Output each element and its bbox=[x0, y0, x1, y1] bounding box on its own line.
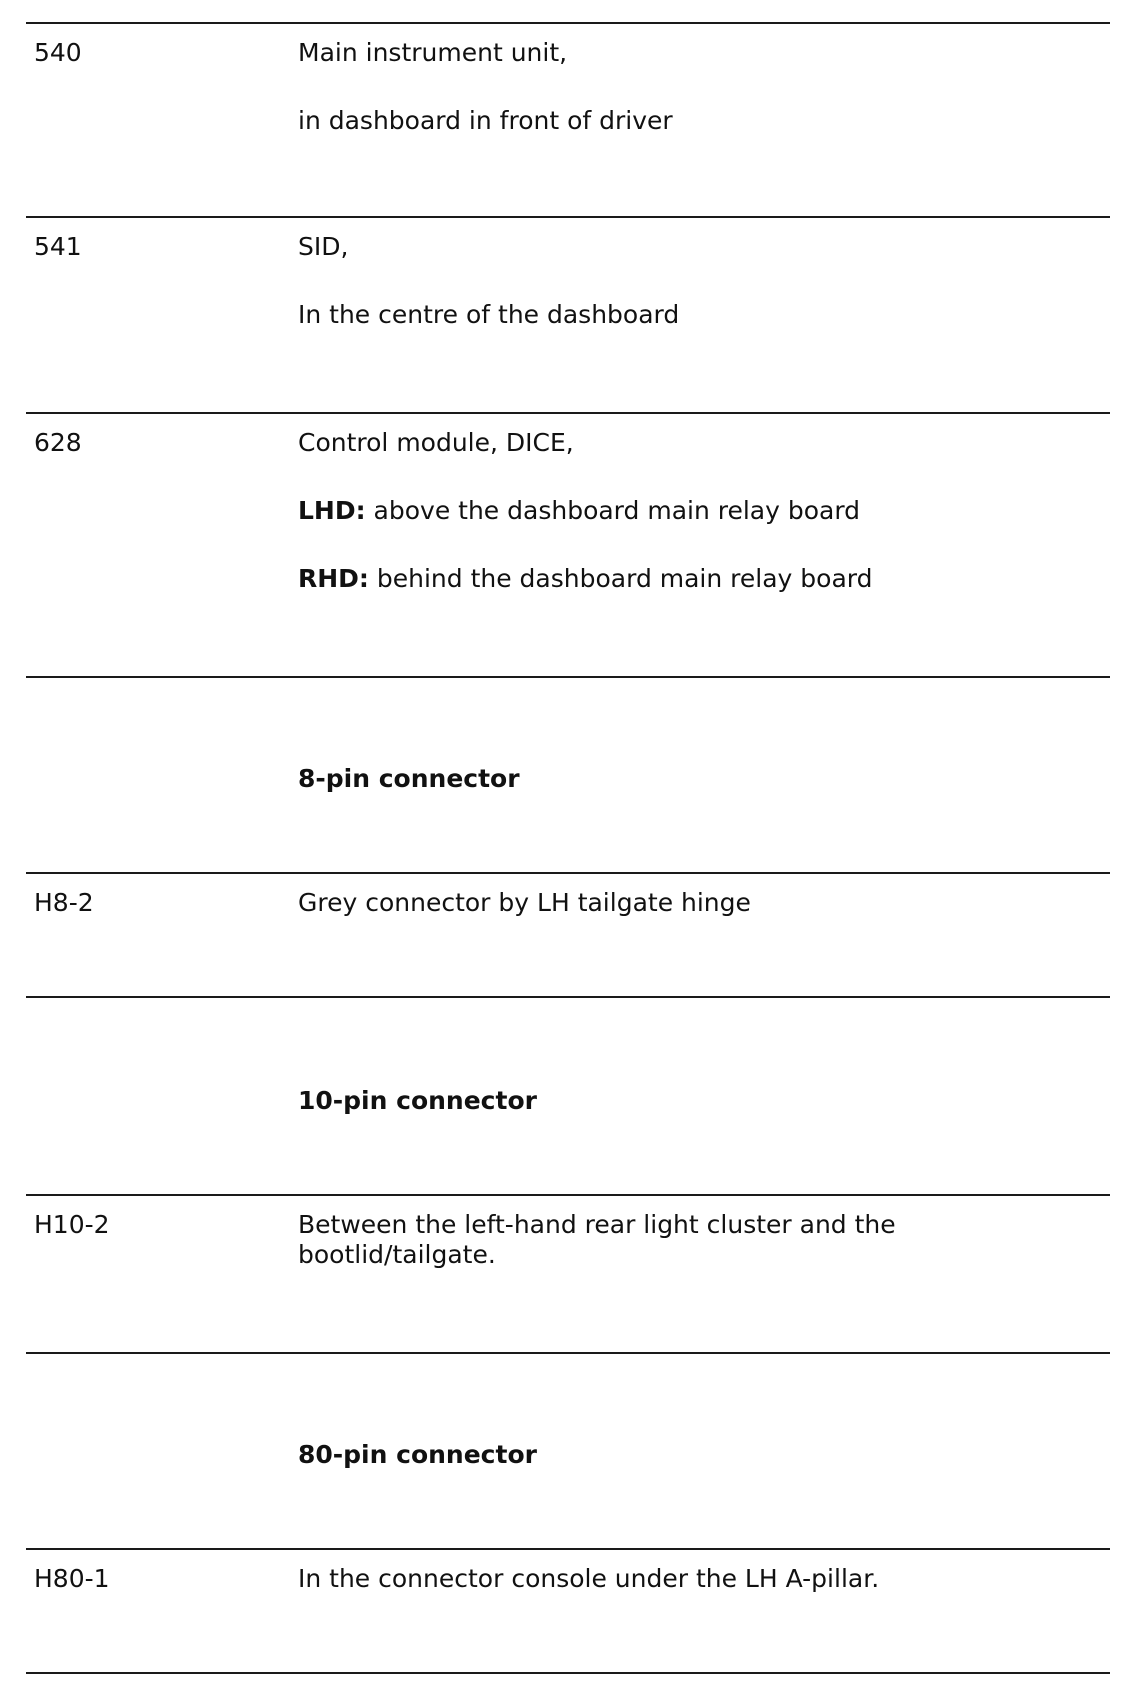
component-code: 540 bbox=[34, 38, 82, 67]
component-description: SID, bbox=[298, 232, 349, 261]
section-heading: 10-pin connector bbox=[298, 1086, 537, 1115]
table-rule bbox=[26, 1672, 1110, 1674]
rhd-label: RHD: bbox=[298, 564, 369, 593]
component-description: Main instrument unit, bbox=[298, 38, 568, 67]
table-rule bbox=[26, 1194, 1110, 1196]
section-heading: 8-pin connector bbox=[298, 764, 520, 793]
table-rule bbox=[26, 1548, 1110, 1550]
table-rule bbox=[26, 412, 1110, 414]
rhd-text: behind the dashboard main relay board bbox=[368, 564, 873, 593]
table-rule bbox=[26, 216, 1110, 218]
table-rule bbox=[26, 872, 1110, 874]
lhd-text: above the dashboard main relay board bbox=[365, 496, 861, 525]
component-code: H10-2 bbox=[34, 1210, 110, 1239]
table-rule bbox=[26, 1352, 1110, 1354]
component-description: In the connector console under the LH A-pillar. bbox=[298, 1564, 880, 1593]
component-location: In the centre of the dashboard bbox=[298, 300, 680, 329]
component-description: Between the left-hand rear light cluster and the bootlid/tailgate. bbox=[298, 1210, 896, 1269]
component-description: Grey connector by LH tailgate hinge bbox=[298, 888, 751, 917]
section-heading: 80-pin connector bbox=[298, 1440, 537, 1469]
component-code: 628 bbox=[34, 428, 82, 457]
component-code: 541 bbox=[34, 232, 82, 261]
component-description: Control module, DICE, bbox=[298, 428, 574, 457]
lhd-label: LHD: bbox=[298, 496, 366, 525]
table-rule bbox=[26, 22, 1110, 24]
lhd-location bbox=[298, 496, 860, 525]
rhd-location bbox=[298, 564, 872, 593]
table-rule bbox=[26, 996, 1110, 998]
component-code: H8-2 bbox=[34, 888, 94, 917]
component-location: in dashboard in front of driver bbox=[298, 106, 673, 135]
component-code: H80-1 bbox=[34, 1564, 110, 1593]
table-rule bbox=[26, 676, 1110, 678]
